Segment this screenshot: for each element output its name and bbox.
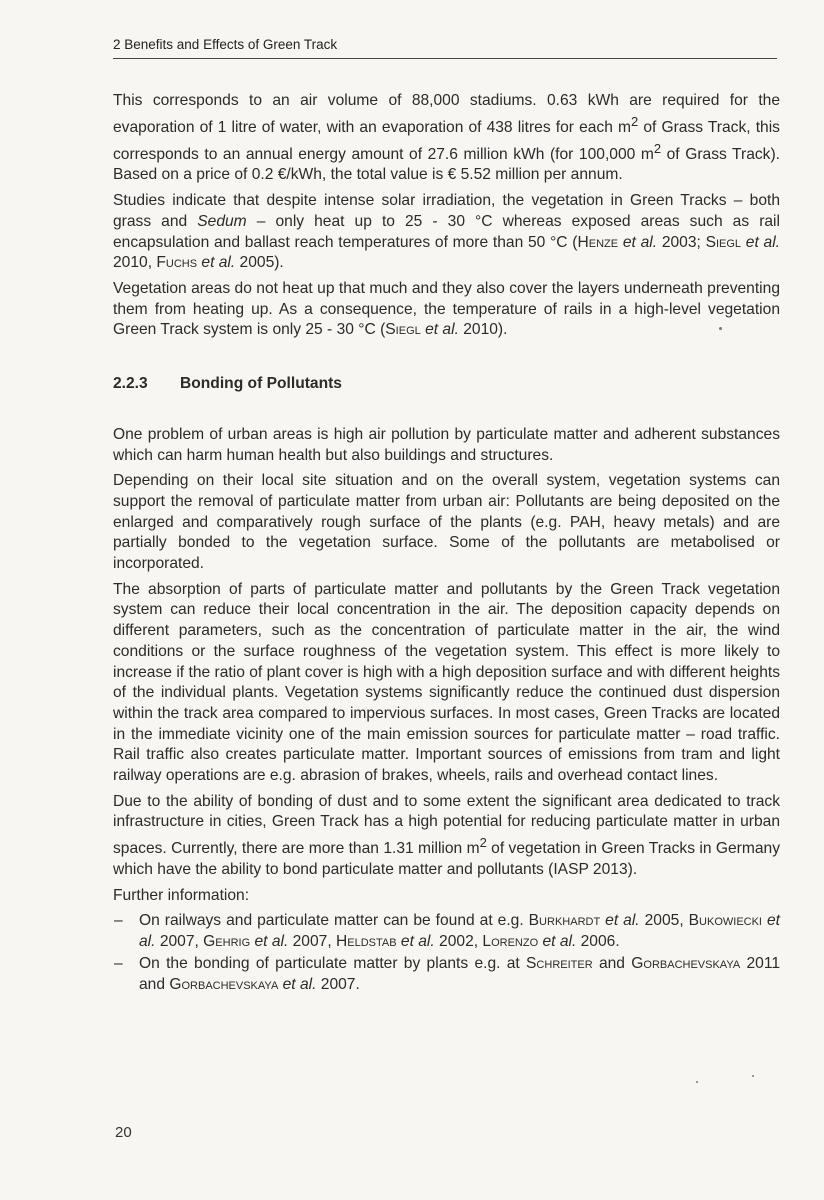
citation-author: Schreiter <box>526 954 593 972</box>
running-header: 2 Benefits and Effects of Green Track <box>113 37 777 59</box>
scan-speck <box>719 327 722 330</box>
list-item: – On the bonding of particulate matter by plants e.g. at Schreiter and Gorbachevskaya 2011 and Gorbachevskaya et al. 2007. <box>114 954 781 993</box>
citation-author: Lorenzo <box>482 933 539 951</box>
paragraph-rail-temperature: Vegetation areas do not heat up that much and they also cover the layers underneath preventing them from heating up. As a consequence, the temperature of rails in a high-level vegetation Green Track system is only 25 - 30 °C (Siegl et al. 2010). <box>113 280 780 339</box>
paragraph-air-volume: This corresponds to an air volume of 88,000 stadiums. 0.63 kWh are required for the evaporation of 1 litre of water, with an evaporation of 438 litres for each $m^2$ of Grass Track, this corresponds to an annual energy amount of 27.6 million kWh (for 100,000 $m^2$ of Grass Track). Based on a price of 0.2 €/kWh, the total value is € 5.52 million per annum. <box>113 92 780 184</box>
section-number: 2.2.3 <box>113 375 148 393</box>
paragraph-urban-pollution: One problem of urban areas is high air pollution by particulate matter and adherent substances which can harm human health but also buildings and structures. <box>113 425 780 464</box>
citation-author: Siegl <box>385 321 421 339</box>
paragraph-vegetation-temperature: Studies indicate that despite intense solar irradiation, the vegetation in Green Tracks – both grass and Sedum – only heat up to 25 - 30 °C whereas exposed areas such as rail encapsulation and ballast reach temperatures of more than 50 °C (Henze et al. 2003; Siegl et al. 2010, Fuchs et al. 2005). <box>113 192 781 272</box>
citation-author: Gorbachevskaya <box>631 954 741 972</box>
citation-author: Gorbachevskaya <box>169 975 279 993</box>
citation-author: Gehrig <box>203 933 251 951</box>
citation-author: Burkhardt <box>528 912 601 930</box>
further-information-list <box>113 911 780 995</box>
section-title: Bonding of Pollutants <box>180 375 342 393</box>
section-heading <box>113 374 780 395</box>
paragraph-removal-mechanism: Depending on their local site situation and on the overall system, vegetation systems can support the removal of particulate matter from urban air: Pollutants are being deposited on the enlarged and comparatively rough surface of the plants (e.g. PAH, heavy metals) and are partially bonded to the vegetation surface. Some of the pollutants are metabolised or incorporated. <box>113 472 780 573</box>
scan-speck <box>752 1075 754 1077</box>
citation-author: Fuchs <box>156 254 198 272</box>
list-bullet: – <box>114 954 123 972</box>
list-item: – On railways and particulate matter can be found at e.g. Burkhardt et al. 2005, Bukowiecki et al. 2007, Gehrig et al. 2007, Heldstab et al. 2002, Lorenzo et al. 2006. <box>114 912 781 951</box>
citation-author: Bukowiecki <box>688 912 762 930</box>
page-number: 20 <box>115 1124 132 1141</box>
scan-speck <box>696 1081 698 1083</box>
citation-author: Siegl <box>705 233 742 251</box>
citation-author: Henze <box>577 233 619 251</box>
further-information-label: Further information: <box>113 886 250 904</box>
body-text <box>113 91 780 996</box>
paragraph-absorption: The absorption of parts of particulate matter and pollutants by the Green Track vegetation system can reduce their local concentration in the air. The deposition capacity depends on different parameters, such as the concentration of particulate matter in the air, the wind conditions or the surface roughness of the vegetation system. This effect is more likely to increase if the ratio of plant cover is high with a high deposition surface and with different heights of the individual plants. Vegetation systems significantly reduce the continued dust dispersion within the track area compared to impervious surfaces. In most cases, Green Tracks are located in the immediate vicinity one of the main emission sources for particulate matter – road traffic. Rail traffic also creates particulate matter. Important sources of emissions from tram and light railway operations are e.g. abrasion of brakes, wheels, rails and overhead contact lines. <box>113 580 780 785</box>
citation-author: Heldstab <box>335 933 397 951</box>
list-bullet: – <box>114 912 123 930</box>
paragraph-bonding-potential: Due to the ability of bonding of dust and to some extent the significant area dedicated to track infrastructure in cities, Green Track has a high potential for reducing particulate matter in urban spaces. Currently, there are more than 1.31 million $m^2$ of vegetation in Green Tracks in Germany which have the ability to bond particulate matter and pollutants (IASP 2013). <box>113 792 780 879</box>
